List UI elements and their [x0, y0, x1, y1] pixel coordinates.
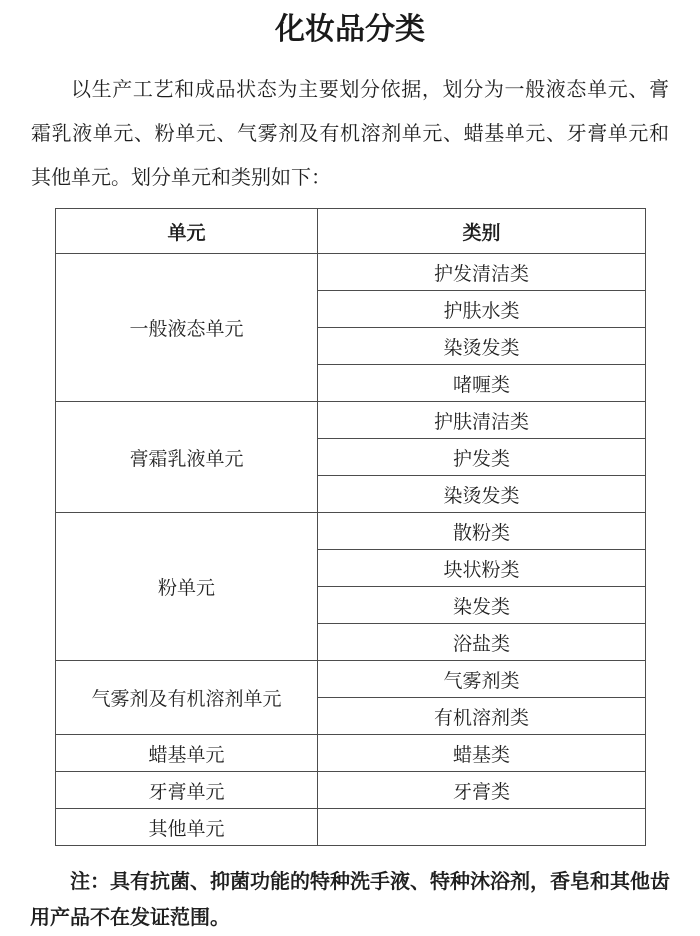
unit-cell: 粉单元 — [56, 513, 318, 661]
category-cell: 块状粉类 — [318, 550, 646, 587]
classification-table — [55, 208, 646, 846]
table-header-row — [56, 209, 646, 254]
table-row — [56, 661, 646, 698]
category-cell: 染烫发类 — [318, 328, 646, 365]
unit-cell: 牙膏单元 — [56, 772, 318, 809]
category-cell: 牙膏类 — [318, 772, 646, 809]
unit-cell: 一般液态单元 — [56, 254, 318, 402]
category-cell: 护肤清洁类 — [318, 402, 646, 439]
intro-paragraph: 以生产工艺和成品状态为主要划分依据，划分为一般液态单元、膏霜乳液单元、粉单元、气雾剂及有机溶剂单元、蜡基单元、牙膏单元和其他单元。划分单元和类别如下： — [31, 79, 669, 189]
category-cell: 染烫发类 — [318, 476, 646, 513]
unit-cell: 气雾剂及有机溶剂单元 — [56, 661, 318, 735]
table-row — [56, 772, 646, 809]
unit-cell: 其他单元 — [56, 809, 318, 846]
category-cell: 浴盐类 — [318, 624, 646, 661]
unit-cell: 蜡基单元 — [56, 735, 318, 772]
category-cell: 啫喱类 — [318, 365, 646, 402]
category-cell: 护发清洁类 — [318, 254, 646, 291]
document-page — [0, 12, 700, 929]
category-cell: 护发类 — [318, 439, 646, 476]
table-row — [56, 209, 646, 254]
column-header-unit: 单元 — [56, 209, 318, 254]
note-text: 注：具有抗菌、抑菌功能的特种洗手液、特种沐浴剂，香皂和其他齿用产品不在发证范围。 — [30, 871, 670, 929]
category-cell: 气雾剂类 — [318, 661, 646, 698]
table-row — [56, 513, 646, 550]
column-header-category: 类别 — [318, 209, 646, 254]
unit-cell: 膏霜乳液单元 — [56, 402, 318, 513]
classification-table-body — [56, 254, 646, 846]
category-cell — [318, 809, 646, 846]
category-cell: 散粉类 — [318, 513, 646, 550]
category-cell: 染发类 — [318, 587, 646, 624]
page-title: 化妆品分类 — [275, 13, 425, 46]
table-row — [56, 254, 646, 291]
category-cell: 有机溶剂类 — [318, 698, 646, 735]
category-cell: 蜡基类 — [318, 735, 646, 772]
table-row — [56, 735, 646, 772]
table-row — [56, 402, 646, 439]
category-cell: 护肤水类 — [318, 291, 646, 328]
table-row — [56, 809, 646, 846]
